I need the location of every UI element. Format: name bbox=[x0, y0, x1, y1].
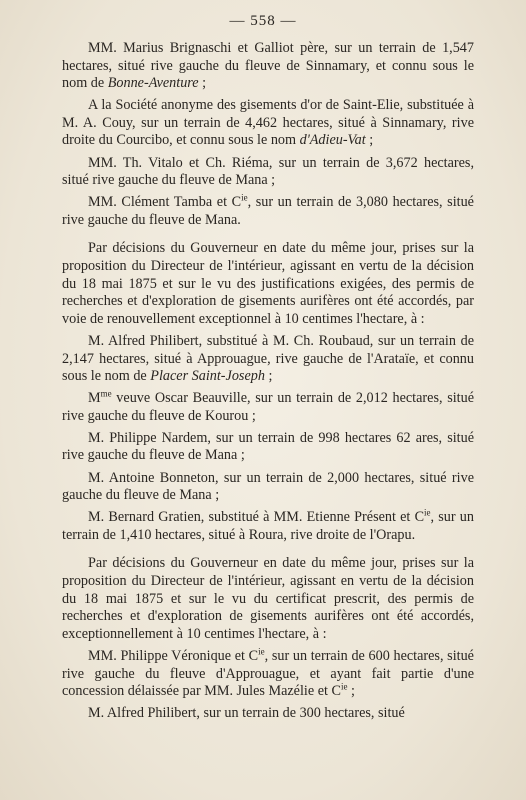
paragraph-text: , sur un terrain de 600 hectares, situé rive gauche du fleuve d'Approuague, et ayant fait partie d'une concession délaissée par MM. Jules Mazélie et C bbox=[62, 647, 474, 700]
paragraph-text: MM. Marius Brignaschi et Galliot père, sur un terrain de 1,547 hectares, situé rive gauche du fleuve de Sinnamary, et connu sous le nom de bbox=[62, 40, 474, 92]
paragraph bbox=[62, 555, 474, 643]
paragraph bbox=[62, 648, 474, 701]
paragraph-text: ; bbox=[365, 132, 374, 149]
paragraph-text: M. Philippe Nardem, sur un terrain de 998 hectares 62 ares, situé rive gauche du fleuve de Mana ; bbox=[62, 429, 474, 464]
paragraph-text: M. Alfred Philibert, substitué à M. Ch. Roubaud, sur un terrain de 2,147 hectares, situé à Approuague, rive gauche de l'Arataïe, et connu sous le nom de bbox=[62, 332, 474, 385]
paragraph bbox=[62, 40, 474, 93]
paragraph bbox=[62, 155, 474, 190]
paragraph-text: A la Société anonyme des gisements d'or de Saint-Elie, substituée à M. A. Couy, sur un terrain de 4,462 hectares, situé à Sinnamary, rive droite du Courcibo, et connu sous le nom bbox=[62, 97, 474, 149]
paragraph-text: ; bbox=[264, 368, 273, 385]
paragraph-text: MM. Clément Tamba et C bbox=[88, 194, 242, 211]
paragraph bbox=[62, 705, 474, 723]
paragraph-text: M. Antoine Bonneton, sur un terrain de 2,000 hectares, situé rive gauche du fleuve de Mana ; bbox=[62, 469, 474, 504]
paragraph-text: M bbox=[88, 390, 101, 407]
superscript-text: ie bbox=[241, 192, 248, 203]
superscript-text: ie bbox=[340, 681, 348, 692]
paragraph bbox=[62, 97, 474, 150]
paragraph-text: ; bbox=[347, 683, 355, 700]
italic-text: Bonne-Aventure bbox=[107, 75, 199, 92]
paragraph-text: Par décisions du Gouverneur en date du même jour, prises sur la proposition du Directeur de l'intérieur, agissant en vertu de la décision du 18 mai 1875 et sur le vu du certificat prescrit, des permis de recherches et d'exploration de gisements aurifères ont été accordés, exceptionnellement à 10 centimes l'hectare, à : bbox=[62, 555, 474, 642]
paragraph bbox=[62, 390, 474, 425]
paragraph bbox=[62, 240, 474, 328]
italic-text: Placer Saint-Joseph bbox=[150, 368, 265, 385]
paragraph-text: , sur un terrain de 3,080 hectares, situé rive gauche du fleuve de Mana. bbox=[62, 194, 474, 228]
paragraph bbox=[62, 509, 474, 544]
paragraph-text: MM. Th. Vitalo et Ch. Riéma, sur un terrain de 3,672 hectares, situé rive gauche du fleuve de Mana ; bbox=[62, 154, 474, 189]
paragraph bbox=[62, 333, 474, 386]
superscript-text: ie bbox=[424, 507, 431, 518]
paragraph-text: M. Alfred Philibert, sur un terrain de 300 hectares, situé bbox=[88, 705, 405, 722]
page-number: — 558 — bbox=[229, 13, 297, 29]
paragraph-text: MM. Philippe Véronique et C bbox=[88, 647, 259, 664]
paragraph bbox=[62, 430, 474, 465]
superscript-text: ie bbox=[258, 646, 265, 657]
paragraph bbox=[62, 194, 474, 229]
italic-text: d'Adieu-Vat bbox=[299, 132, 366, 149]
paragraph bbox=[62, 470, 474, 505]
paragraph-text: , sur un terrain de 1,410 hectares, situé à Roura, rive droite de l'Orapu. bbox=[62, 509, 474, 543]
superscript-text: me bbox=[100, 388, 112, 399]
paragraph-text: veuve Oscar Beauville, sur un terrain de 2,012 hectares, situé rive gauche du fleuve de Kourou ; bbox=[62, 390, 474, 424]
body-text bbox=[62, 40, 474, 723]
paragraph-text: Par décisions du Gouverneur en date du même jour, prises sur la proposition du Directeur de l'intérieur, agissant en vertu de la décision du 18 mai 1875 et sur le vu des justifications exigées, des permis de recherches et d'exploration de gisements aurifères ont été accordés, par voie de renouvellement exceptionnel à 10 centimes l'hectare, à : bbox=[62, 240, 474, 327]
paragraph-text: ; bbox=[198, 75, 207, 92]
paragraph-text: M. Bernard Gratien, substitué à MM. Etienne Présent et C bbox=[88, 509, 425, 526]
